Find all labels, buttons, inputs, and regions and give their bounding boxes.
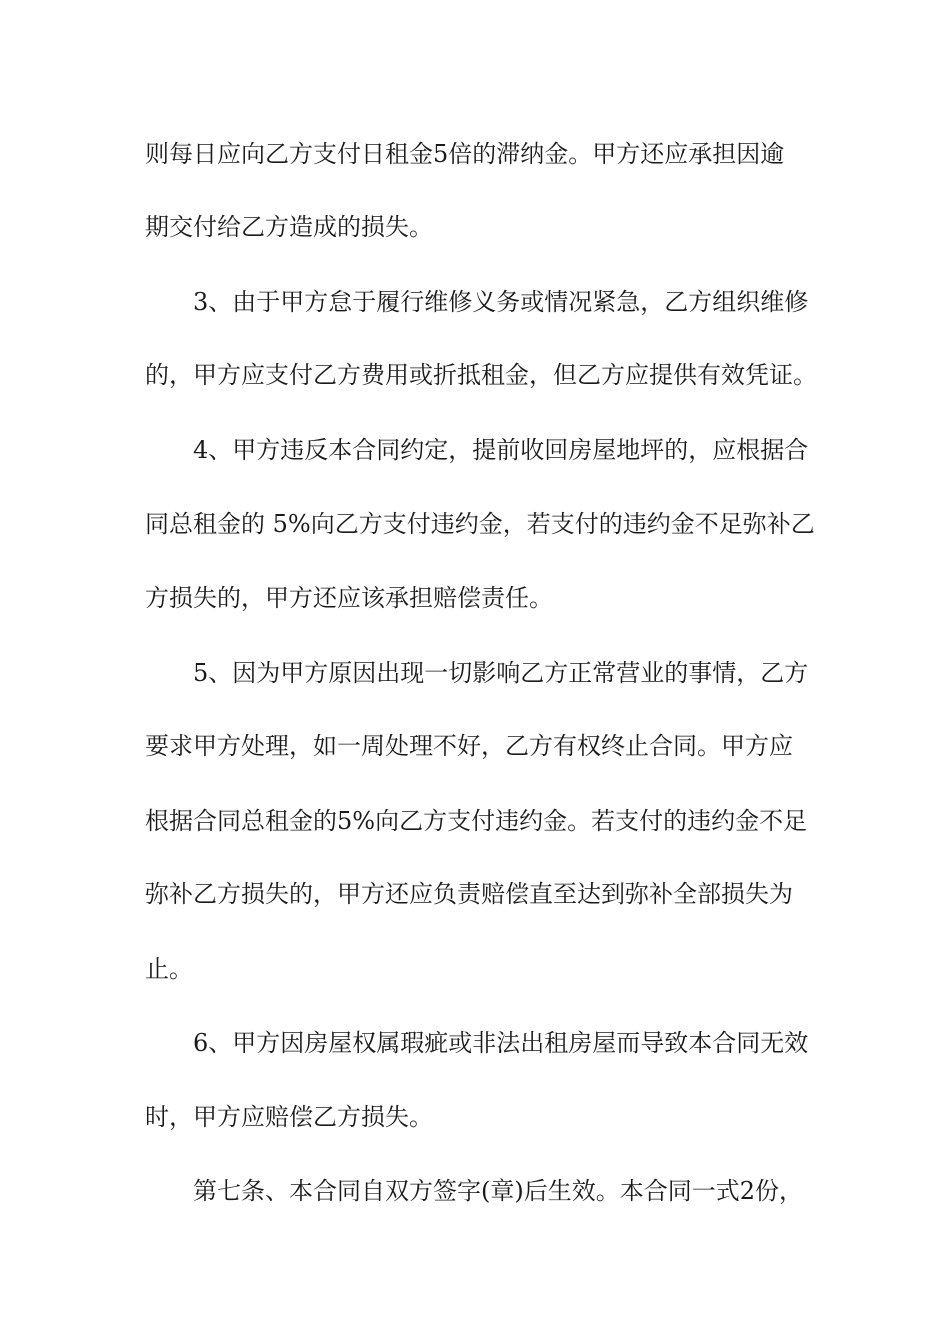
text-line-7: 方损失的，甲方还应该承担赔偿责任。 [145,584,553,612]
text-line-10: 根据合同总租金的5%向乙方支付违约金。若支付的违约金不足 [145,807,808,835]
text-line-3: 3、由于甲方怠于履行维修义务或情况紧急，乙方组织维修 [193,288,809,316]
text-line-14: 时，甲方应赔偿乙方损失。 [145,1103,433,1131]
text-line-12: 止。 [145,955,193,983]
text-line-6: 同总租金的 5%向乙方支付违约金，若支付的违约金不足弥补乙 [145,510,815,538]
text-line-1: 则每日应向乙方支付日租金5倍的滞纳金。甲方还应承担因逾 [145,140,785,168]
text-line-15: 第七条、本合同自双方签字(章)后生效。本合同一式2份， [193,1177,803,1205]
text-line-8: 5、因为甲方原因出现一切影响乙方正常营业的事情，乙方 [193,659,809,687]
text-line-4: 的，甲方应支付乙方费用或折抵租金，但乙方应提供有效凭证。 [145,361,817,389]
text-line-9: 要求甲方处理，如一周处理不好，乙方有权终止合同。甲方应 [145,732,793,760]
text-line-11: 弥补乙方损失的，甲方还应负责赔偿直至达到弥补全部损失为 [145,880,793,908]
text-line-2: 期交付给乙方造成的损失。 [145,213,433,241]
text-line-13: 6、甲方因房屋权属瑕疵或非法出租房屋而导致本合同无效 [193,1029,809,1057]
text-line-5: 4、甲方违反本合同约定，提前收回房屋地坪的，应根据合 [193,436,809,464]
